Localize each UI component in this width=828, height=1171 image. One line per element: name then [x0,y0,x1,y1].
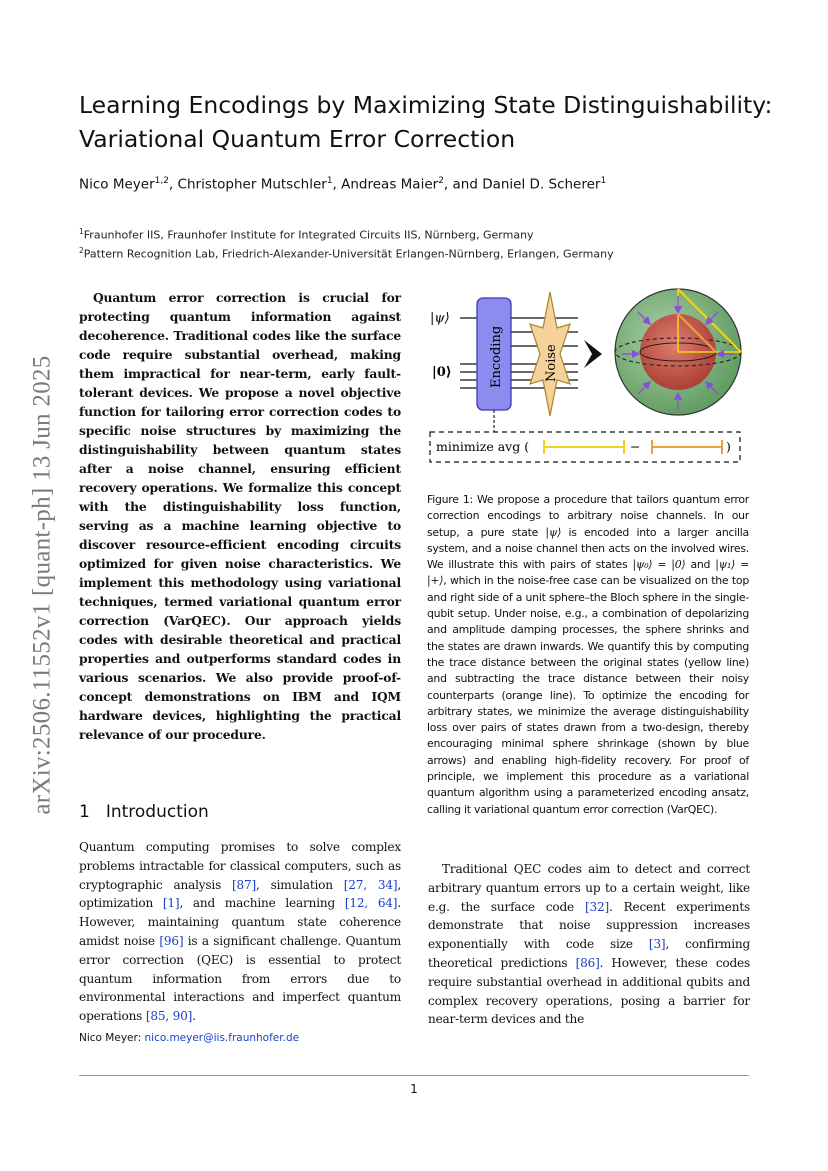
citation-link[interactable]: [3] [648,937,666,952]
citation-link[interactable]: [87] [232,877,257,892]
citation-link[interactable]: [86] [575,955,600,970]
yellow-distance-bar [544,440,624,454]
page-rule [79,1075,749,1076]
figure-caption: Figure 1: We propose a procedure that tailors quantum error correction encodings to arbitrary noise channels. In our setup, a pure state |ψ⟩ is encoded into a larger ancilla system, and a noise channel then acts on the involved wires. We illustrate this with pairs of states |ψ₀⟩ = |0⟩ and |ψ₁⟩ = |+⟩, which in the noise-free case can be visualized on the top and right side of a unit sphere–the Bloch sphere in the single-qubit setup. Under noise, e.g., a combination of depolarizing and amplitude damping processes, the sphere shrinks and the states are drawn inwards. We quantify this by computing the trace distance between the original states (yellow line) and subtracting the trace distance between their noisy counterparts (orange line). To optimize the encoding for arbitrary states, we minimize the average distinguishability loss over pairs of states drawn from a two-design, thereby encouraging minimal sphere shrinkage (shown by blue arrows) and enabling high-fidelity recovery. For proof of principle, we implement this procedure as a variational quantum algorithm using a parameterized encoding ansatz, calling it variational quantum error correction (VarQEC). [427,493,749,816]
orange-distance-bar [652,440,722,454]
email-link[interactable]: nico.meyer@iis.fraunhofer.de [144,1032,300,1044]
citation-link[interactable]: [27, 34] [343,877,398,892]
minus-sign: − [630,439,641,454]
paper-title: Learning Encodings by Maximizing State Distinguishability: Variational Quantum Error Correction [79,91,773,153]
figure-1 [426,284,752,470]
intro-paragraph: Quantum computing promises to solve complex problems intractable for classical computers, such as cryptographic analysis [87], simulation [27, 34], optimization [1], and machine learning [12, 64]. However, maintaining quantum state coherence amidst noise [96] is a significant challenge. Quantum error correction (QEC) is essential to protect quantum information from errors due to environmental interactions and imperfect quantum operations [85, 90]. [79,840,401,1024]
section-title: Introduction [105,802,209,822]
author-name: Andreas Maier [341,176,439,193]
citation-link[interactable]: [85, 90] [145,1009,193,1024]
citation-link[interactable]: [96] [159,933,184,948]
page-number: 1 [410,1082,418,1096]
encoding-label: Encoding [489,325,504,388]
author-name: Nico Meyer [79,176,155,193]
minimize-label: minimize avg ( [436,439,530,454]
section-number: 1 [79,802,90,822]
citation-link[interactable]: [1] [162,896,180,911]
bloch-sphere [615,289,741,415]
author-list: Nico Meyer$^{1,2}$, Christopher Mutschler$^1$, Andreas Maier$^2$, and Daniel D. Scherer$^1$ [79,176,607,193]
author-affil-sup: 1 [600,176,607,186]
citation-link[interactable]: [32] [584,899,609,914]
author-affil-sup: 1 [326,176,333,186]
zero-label: |0⟩ [432,365,452,380]
author-name: Christopher Mutschler [177,176,327,193]
close-paren: ) [726,439,731,454]
section-heading [79,802,209,822]
map-arrow [584,340,602,368]
author-name: Daniel D. Scherer [482,176,601,193]
author-affil-sup: 1,2 [154,176,169,186]
citation-link[interactable]: [12, 64] [344,896,398,911]
abstract: Quantum error correction is crucial for protecting quantum information against decoherence. Traditional codes like the surface code require substantial overhead, making them impractical for near-term, early fault-tolerant devices. We propose a novel objective function for tailoring error correction codes to specific noise structures by maximizing the distinguishability between quantum states after a noise channel, ensuring efficient recovery operations. We formalize this concept with the distinguishability loss function, serving as a machine learning objective to discover resource-efficient encoding circuits optimized for given noise characteristics. We implement this methodology using variational techniques, termed variational quantum error correction (VarQEC). Our approach yields codes with desirable theoretical and practical properties and outperforms standard codes in various scenarios. We also provide proof-of-concept demonstrations on IBM and IQM hardware devices, highlighting the practical relevance of our procedure. [79,290,401,742]
author-affil-sup: 2 [438,176,444,186]
corresponding-author-footnote: Nico Meyer: nico.meyer@iis.fraunhofer.de [79,1032,300,1044]
body-paragraph: Traditional QEC codes aim to detect and correct arbitrary quantum errors up to a certain weight, like e.g. the surface code [32]. Recent experiments demonstrate that noise suppression increases exponentially with code size [3], confirming theoretical predictions [86]. However, these codes require substantial overhead in additional qubits and complex recovery operations, posing a barrier for near-term devices and the [428,862,751,1027]
noise-label: Noise [544,344,559,382]
affiliation-2: $^2$Pattern Recognition Lab, Friedrich-Alexander-Universität Erlangen-Nürnberg, Erlangen, Germany [79,246,614,261]
arxiv-stamp: arXiv:2506.11552v1 [quant-ph] 13 Jun 2025 [29,355,56,815]
psi-label: |ψ⟩ [430,311,450,326]
affiliation-1: $^1$Fraunhofer IIS, Fraunhofer Institute for Integrated Circuits IIS, Nürnberg, Germany [79,227,534,242]
